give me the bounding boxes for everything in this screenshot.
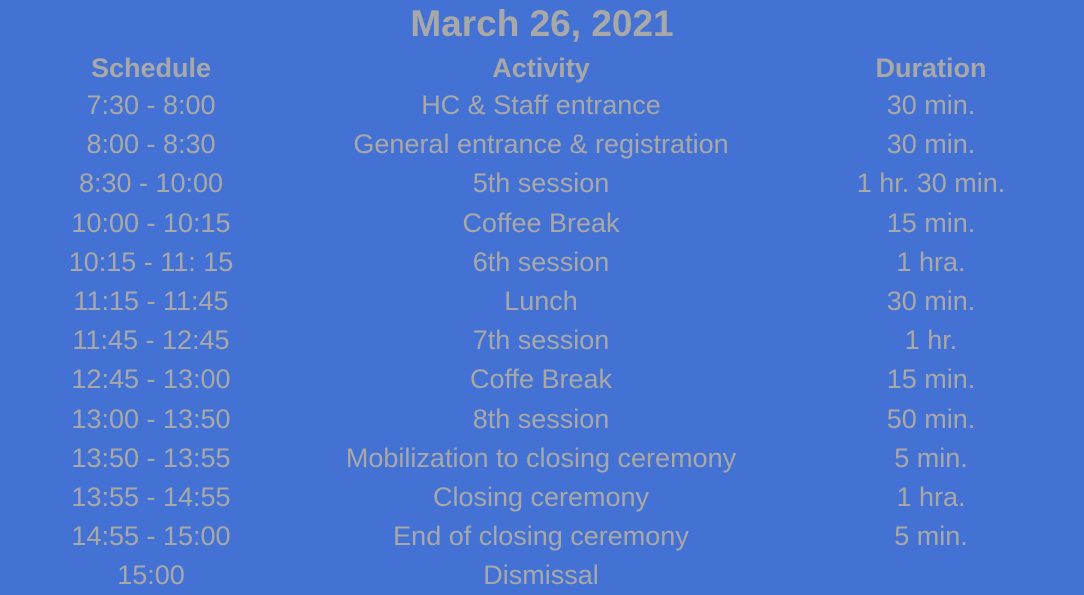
schedule-table-body [0, 86, 1084, 595]
table-row [0, 400, 1084, 439]
table-header [0, 50, 1084, 86]
table-row [0, 439, 1084, 478]
duration-cell: 30 min. [886, 129, 976, 160]
activity-cell: 7th session [472, 325, 610, 356]
schedule-cell: 8:00 - 8:30 [86, 129, 216, 160]
activity-cell: Lunch [504, 285, 578, 316]
page-title: March 26, 2021 [410, 3, 674, 44]
activity-cell: 5th session [472, 168, 610, 199]
duration-cell: 1 hr. [904, 325, 958, 356]
schedule-cell: 8:30 - 10:00 [78, 168, 224, 199]
table-row [0, 86, 1084, 125]
header-schedule: Schedule [90, 53, 212, 83]
activity-cell: Coffee Break [462, 207, 620, 238]
schedule-cell: 14:55 - 15:00 [71, 521, 231, 552]
duration-cell: 1 hr. 30 min. [856, 168, 1006, 199]
schedule-cell: 7:30 - 8:00 [86, 90, 216, 120]
activity-cell: HC & Staff entrance [421, 90, 661, 120]
activity-cell: Mobilization to closing ceremony [345, 442, 737, 473]
activity-cell: General entrance & registration [353, 129, 729, 160]
table-row [0, 321, 1084, 360]
duration-cell: 15 min. [886, 364, 976, 395]
schedule-cell: 15:00 [117, 560, 185, 591]
duration-cell: 5 min. [894, 442, 968, 473]
table-row [0, 360, 1084, 399]
schedule-cell: 13:50 - 13:55 [71, 442, 231, 473]
table-row [0, 125, 1084, 164]
table-row [0, 164, 1084, 203]
activity-cell: 8th session [472, 403, 610, 434]
activity-cell: Closing ceremony [432, 481, 650, 512]
activity-cell: End of closing ceremony [393, 521, 689, 552]
schedule-cell: 13:55 - 14:55 [71, 481, 231, 512]
table-row [0, 204, 1084, 243]
duration-cell: 30 min. [886, 285, 976, 316]
table-row [0, 282, 1084, 321]
schedule-cell: 11:45 - 12:45 [72, 325, 230, 356]
duration-cell: 15 min. [886, 207, 976, 238]
duration-cell: 1 hra. [896, 481, 966, 512]
table-row [0, 556, 1084, 595]
activity-cell: Dismissal [483, 560, 599, 591]
duration-cell: 30 min. [886, 90, 976, 120]
duration-cell: 50 min. [886, 403, 976, 434]
activity-cell: 6th session [472, 246, 610, 277]
duration-cell: 5 min. [894, 521, 968, 552]
header-activity: Activity [492, 53, 590, 83]
schedule-cell: 11:15 - 11:45 [73, 285, 229, 316]
table-row [0, 478, 1084, 517]
schedule-cell: 10:15 - 11: 15 [68, 246, 234, 277]
schedule-cell: 13:00 - 13:50 [71, 403, 231, 434]
duration-cell: 1 hra. [896, 246, 966, 277]
table-row [0, 517, 1084, 556]
header-duration: Duration [875, 53, 987, 83]
schedule-cell: 12:45 - 13:00 [71, 364, 231, 395]
activity-cell: Coffe Break [469, 364, 613, 395]
table-row [0, 243, 1084, 282]
schedule-cell: 10:00 - 10:15 [71, 207, 231, 238]
